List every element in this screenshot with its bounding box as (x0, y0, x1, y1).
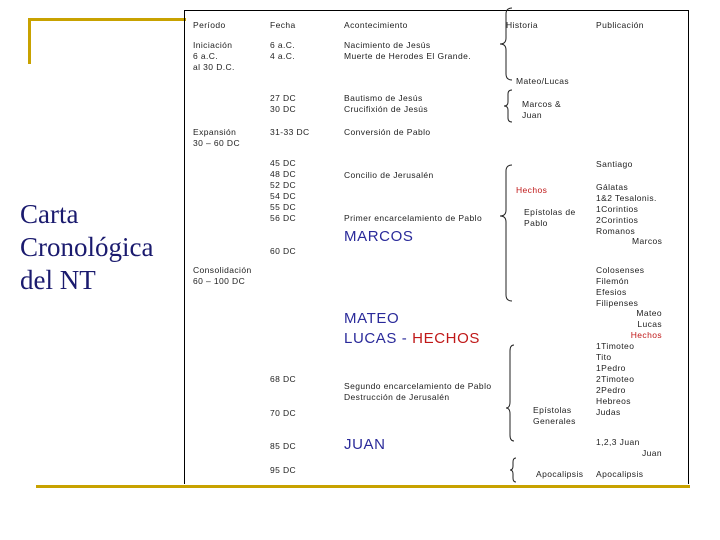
pub-book: Gálatas (596, 182, 629, 192)
table-right-border (688, 10, 689, 484)
pub-group-mateo-lucas (620, 308, 662, 330)
header-historia: Historia (506, 20, 539, 30)
date-value: 55 DC (270, 202, 297, 212)
pub-book: Filipenses (596, 298, 639, 308)
pub-book: Lucas (637, 319, 662, 329)
date-value: 60 DC (270, 246, 297, 256)
pub-book: Romanos (596, 226, 636, 236)
pub-hechos: Hechos (630, 330, 662, 340)
date-group (270, 93, 296, 115)
pub-apocalipsis: Apocalipsis (596, 469, 644, 479)
period-expansion (193, 127, 240, 149)
historia-line: Pablo (524, 218, 548, 228)
header-fecha: Fecha (270, 20, 296, 30)
pub-book: 1Pedro (596, 363, 626, 373)
event-text: Muerte de Herodes El Grande. (344, 51, 471, 61)
historia-braces (494, 0, 524, 480)
event-group (344, 93, 428, 115)
date-value: 52 DC (270, 180, 297, 190)
date-value: 48 DC (270, 169, 297, 179)
event-text: Bautismo de Jesús (344, 93, 423, 103)
period-iniciacion (193, 40, 235, 73)
brace-epistolas-pablo (500, 165, 512, 301)
period-range: 6 a.C. (193, 51, 219, 61)
frame-bottom-gold-line (36, 485, 690, 488)
date-value: 70 DC (270, 408, 297, 418)
historia-line: Epístolas de (524, 207, 576, 217)
date-value: 85 DC (270, 441, 297, 451)
pub-book: 1Corintios (596, 204, 639, 214)
pub-book: 1Timoteo (596, 341, 635, 351)
date-value: 95 DC (270, 465, 297, 475)
period-label: Consolidación (193, 265, 252, 275)
period-range: 60 – 100 DC (193, 276, 246, 286)
gospel-marcos: MARCOS (344, 228, 414, 245)
gospel-lucas: LUCAS (344, 330, 398, 347)
header-publicacion: Publicación (596, 20, 644, 30)
date-value: 27 DC (270, 93, 297, 103)
pub-book: 2Timoteo (596, 374, 635, 384)
pub-marcos: Marcos (632, 236, 663, 246)
date-value: 54 DC (270, 191, 297, 201)
pub-group-pablo (596, 182, 657, 237)
event-text: Nacimiento de Jesús (344, 40, 431, 50)
separator: - (397, 330, 413, 347)
header-acontecimiento: Acontecimiento (344, 20, 408, 30)
event-text: Crucifixión de Jesús (344, 104, 429, 114)
brace-marcos-juan (504, 90, 512, 122)
pub-book: Tito (596, 352, 612, 362)
date-group (270, 158, 296, 224)
pub-juan: Juan (642, 448, 663, 458)
pub-group-prison (596, 265, 644, 309)
gospel-mateo: MATEO (344, 310, 400, 327)
pub-book: Filemón (596, 276, 630, 286)
period-label: Iniciación (193, 40, 233, 50)
period-range: 30 – 60 DC (193, 138, 240, 148)
period-label: Expansión (193, 127, 237, 137)
period-consolidacion (193, 265, 252, 287)
event-text: Destrucción de Jerusalén (344, 392, 450, 402)
event-group (344, 381, 491, 403)
historia-mateo-lucas: Mateo/Lucas (516, 76, 570, 86)
period-range: al 30 D.C. (193, 62, 235, 72)
event-group (344, 40, 471, 62)
book-hechos: HECHOS (412, 330, 480, 347)
frame-top-gold-line (28, 18, 186, 21)
date-value: 68 DC (270, 374, 297, 384)
historia-epistolas-generales (533, 405, 576, 427)
pub-santiago: Santiago (596, 159, 633, 169)
date-group (270, 40, 295, 62)
historia-apocalipsis: Apocalipsis (536, 469, 584, 479)
page-title: Carta Cronológica del NT (20, 199, 154, 295)
date-value: 4 a.C. (270, 51, 296, 61)
frame-left-gold-line (28, 18, 31, 64)
historia-line: Juan (522, 110, 543, 120)
date-value: 31-33 DC (270, 127, 310, 137)
pub-book: Mateo (636, 308, 662, 318)
date-value: 45 DC (270, 158, 297, 168)
event-text: Conversión de Pablo (344, 127, 431, 137)
pub-cartas-juan: 1,2,3 Juan (596, 437, 640, 447)
pub-book: Efesios (596, 287, 627, 297)
brace-epistolas-generales (506, 345, 514, 441)
pub-book: Judas (596, 407, 621, 417)
header-periodo: Período (193, 20, 226, 30)
historia-line: Generales (533, 416, 576, 426)
table-left-border (184, 10, 185, 484)
gospel-juan: JUAN (344, 436, 386, 453)
table-header-rule (184, 10, 689, 11)
pub-book: 2Corintios (596, 215, 639, 225)
gospels-lucas-hechos (344, 330, 480, 348)
pub-book: Hebreos (596, 396, 631, 406)
date-value: 56 DC (270, 213, 297, 223)
pub-group-late (596, 341, 634, 418)
pub-book: 2Pedro (596, 385, 626, 395)
historia-line: Marcos & (522, 99, 562, 109)
pub-book: Colosenses (596, 265, 645, 275)
date-value: 30 DC (270, 104, 297, 114)
brace-apocalipsis (510, 458, 516, 482)
brace-mateo-lucas (500, 8, 512, 80)
pub-book: 1&2 Tesalonis. (596, 193, 657, 203)
event-text: Primer encarcelamiento de Pablo (344, 213, 483, 223)
event-text: Concilio de Jerusalén (344, 170, 434, 180)
historia-epistolas-pablo (524, 207, 576, 229)
date-value: 6 a.C. (270, 40, 296, 50)
historia-marcos-juan (522, 99, 561, 121)
event-text: Segundo encarcelamiento de Pablo (344, 381, 492, 391)
historia-hechos: Hechos (516, 185, 548, 195)
historia-line: Epístolas (533, 405, 572, 415)
